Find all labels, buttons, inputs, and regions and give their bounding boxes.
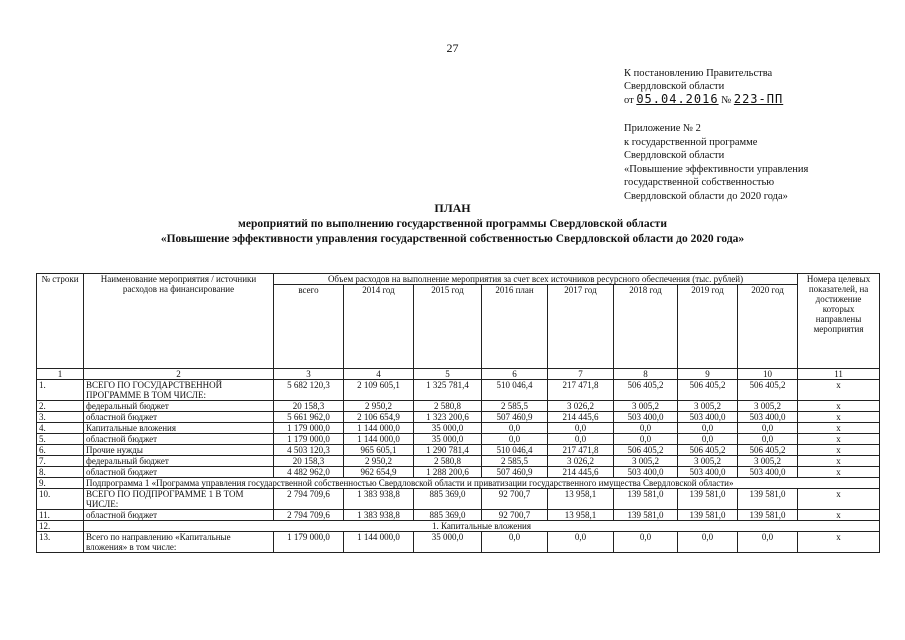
row-number: 11.	[37, 510, 84, 521]
table-row	[37, 401, 880, 412]
appendix-line: Свердловской области до 2020 года»	[624, 190, 788, 202]
row-name: областной бюджет	[84, 467, 274, 478]
row-name: областной бюджет	[84, 510, 274, 521]
row-target: х	[798, 445, 880, 456]
row-name: Всего по направлению «Капитальные вложения» в том числе:	[84, 532, 274, 553]
row-number: 2.	[37, 401, 84, 412]
row-name: областной бюджет	[84, 412, 274, 423]
subprogram-row	[37, 478, 880, 489]
row-name: Прочие нужды	[84, 445, 274, 456]
row-value: 3 005,2	[738, 401, 798, 412]
row-value: 92 700,7	[482, 510, 548, 521]
decree-date: 05.04.2016	[636, 92, 719, 106]
document-title: ПЛАН	[434, 201, 471, 215]
row-value: 2 580,8	[414, 401, 482, 412]
row-value: 2 794 709,6	[274, 510, 344, 521]
row-value: 1 290 781,4	[414, 445, 482, 456]
column-number: 2	[84, 369, 274, 380]
row-value: 503 400,0	[738, 467, 798, 478]
row-target: х	[798, 401, 880, 412]
row-value: 1 383 938,8	[344, 510, 414, 521]
header-year: 2016 план	[482, 285, 548, 369]
row-value: 2 106 654,9	[344, 412, 414, 423]
header-year: 2015 год	[414, 285, 482, 369]
row-number: 3.	[37, 412, 84, 423]
row-section-text: Подпрограмма 1 «Программа управления государственной собственностью Свердловской области и приватизации государственного имущества Свердловской области»	[84, 478, 880, 489]
appendix-line: «Повышение эффективности управления	[624, 163, 809, 175]
row-value: 0,0	[548, 434, 614, 445]
table-row	[37, 467, 880, 478]
decree-date-line	[624, 93, 783, 107]
row-value: 506 405,2	[614, 380, 678, 401]
row-value: 35 000,0	[414, 532, 482, 553]
row-value: 506 405,2	[678, 445, 738, 456]
row-value: 139 581,0	[738, 489, 798, 510]
row-number: 13.	[37, 532, 84, 553]
appendix-line: Приложение № 2	[624, 123, 701, 134]
row-value: 3 026,2	[548, 401, 614, 412]
row-value: 0,0	[548, 532, 614, 553]
table-row	[37, 423, 880, 434]
row-value: 13 958,1	[548, 489, 614, 510]
row-value: 139 581,0	[614, 489, 678, 510]
decree-line-1: К постановлению Правительства	[624, 68, 773, 79]
row-value: 1 323 200,6	[414, 412, 482, 423]
row-value: 4 482 962,0	[274, 467, 344, 478]
header-year: 2017 год	[548, 285, 614, 369]
table-header-row	[37, 274, 880, 285]
row-value: 3 005,2	[614, 456, 678, 467]
row-value: 507 460,9	[482, 467, 548, 478]
row-value: 0,0	[738, 532, 798, 553]
column-number: 1	[37, 369, 84, 380]
row-name: ВСЕГО ПО ГОСУДАРСТВЕННОЙ ПРОГРАММЕ В ТОМ ЧИСЛЕ:	[84, 380, 274, 401]
row-value: 510 046,4	[482, 445, 548, 456]
page-number: 27	[446, 41, 459, 55]
row-value: 503 400,0	[614, 467, 678, 478]
row-number: 4.	[37, 423, 84, 434]
row-number: 1.	[37, 380, 84, 401]
column-number: 10	[738, 369, 798, 380]
column-number-row	[37, 369, 880, 380]
row-value: 0,0	[678, 532, 738, 553]
header-num: № строки	[37, 274, 84, 369]
row-name: Капитальные вложения	[84, 423, 274, 434]
row-target: х	[798, 467, 880, 478]
row-value: 2 109 605,1	[344, 380, 414, 401]
row-target: х	[798, 489, 880, 510]
row-value: 503 400,0	[614, 412, 678, 423]
table-row	[37, 532, 880, 553]
decree-number: 223-ПП	[733, 92, 784, 106]
row-value: 35 000,0	[414, 434, 482, 445]
appendix-line: к государственной программе	[624, 136, 758, 148]
row-value: 0,0	[548, 423, 614, 434]
row-value: 4 503 120,3	[274, 445, 344, 456]
column-number: 7	[548, 369, 614, 380]
row-value: 2 585,5	[482, 456, 548, 467]
row-value: 0,0	[614, 423, 678, 434]
column-number: 9	[678, 369, 738, 380]
row-value: 1 383 938,8	[344, 489, 414, 510]
header-targets: Номера целевых показателей, на достижение которых направлены мероприятия	[798, 274, 880, 369]
row-value: 0,0	[738, 434, 798, 445]
row-value: 3 026,2	[548, 456, 614, 467]
header-year: 2014 год	[344, 285, 414, 369]
row-value: 885 369,0	[414, 510, 482, 521]
table-row	[37, 380, 880, 401]
row-value: 0,0	[482, 423, 548, 434]
row-value: 1 179 000,0	[274, 434, 344, 445]
table-row	[37, 412, 880, 423]
row-target: х	[798, 456, 880, 467]
row-value: 962 654,9	[344, 467, 414, 478]
column-number: 6	[482, 369, 548, 380]
row-value: 139 581,0	[678, 489, 738, 510]
row-value: 2 794 709,6	[274, 489, 344, 510]
column-number: 5	[414, 369, 482, 380]
header-name: Наименование мероприятия / источники расходов на финансирование	[84, 274, 274, 369]
column-number: 11	[798, 369, 880, 380]
appendix-line: государственной собственностью	[624, 177, 775, 188]
row-value: 0,0	[738, 423, 798, 434]
row-target: х	[798, 532, 880, 553]
row-value: 510 046,4	[482, 380, 548, 401]
row-value: 3 005,2	[678, 401, 738, 412]
header-year: 2018 год	[614, 285, 678, 369]
row-value: 1 144 000,0	[344, 434, 414, 445]
row-number: 8.	[37, 467, 84, 478]
row-value: 0,0	[614, 434, 678, 445]
row-value: 1 325 781,4	[414, 380, 482, 401]
row-value: 92 700,7	[482, 489, 548, 510]
row-value: 3 005,2	[614, 401, 678, 412]
document-program-name: «Повышение эффективности управления государственной собственностью Свердловской области до 2020 года»	[160, 233, 745, 245]
row-value: 2 580,8	[414, 456, 482, 467]
row-value: 503 400,0	[678, 412, 738, 423]
row-value: 965 605,1	[344, 445, 414, 456]
row-value: 35 000,0	[414, 423, 482, 434]
row-value: 1 288 200,6	[414, 467, 482, 478]
row-value: 0,0	[678, 423, 738, 434]
decree-from-prefix: от	[624, 95, 634, 106]
row-number: 9.	[37, 478, 84, 489]
row-name: федеральный бюджет	[84, 456, 274, 467]
row-value: 1 179 000,0	[274, 532, 344, 553]
row-value: 20 158,3	[274, 401, 344, 412]
table-row	[37, 510, 880, 521]
header-volume: Объем расходов на выполнение мероприятия за счет всех источников ресурсного обеспечения (тыс. рублей)	[274, 274, 798, 285]
row-value: 885 369,0	[414, 489, 482, 510]
row-target: х	[798, 510, 880, 521]
row-value: 507 460,9	[482, 412, 548, 423]
row-value: 0,0	[614, 532, 678, 553]
table-row	[37, 445, 880, 456]
plan-table	[36, 273, 880, 553]
row-value: 1 144 000,0	[344, 423, 414, 434]
row-value: 214 445,6	[548, 467, 614, 478]
row-value: 1 179 000,0	[274, 423, 344, 434]
header-year: 2019 год	[678, 285, 738, 369]
row-value: 503 400,0	[678, 467, 738, 478]
document-subtitle: мероприятий по выполнению государственной программы Свердловской области	[238, 218, 667, 230]
row-number: 5.	[37, 434, 84, 445]
row-value: 139 581,0	[738, 510, 798, 521]
table-row	[37, 456, 880, 467]
row-value: 0,0	[482, 532, 548, 553]
table-row	[37, 489, 880, 510]
row-value: 3 005,2	[738, 456, 798, 467]
row-target: х	[798, 412, 880, 423]
row-value: 214 445,6	[548, 412, 614, 423]
row-value: 5 661 962,0	[274, 412, 344, 423]
row-target: х	[798, 380, 880, 401]
row-target: х	[798, 434, 880, 445]
row-number: 6.	[37, 445, 84, 456]
row-value: 506 405,2	[614, 445, 678, 456]
decree-reference	[624, 67, 783, 107]
row-value: 20 158,3	[274, 456, 344, 467]
header-year: всего	[274, 285, 344, 369]
row-value: 0,0	[482, 434, 548, 445]
row-value: 2 950,2	[344, 401, 414, 412]
row-target: х	[798, 423, 880, 434]
appendix-line: Свердловской области	[624, 150, 725, 161]
row-number: 7.	[37, 456, 84, 467]
row-value: 506 405,2	[678, 380, 738, 401]
row-number: 12.	[37, 521, 84, 532]
row-value: 2 585,5	[482, 401, 548, 412]
row-value: 13 958,1	[548, 510, 614, 521]
row-value: 503 400,0	[738, 412, 798, 423]
column-number: 8	[614, 369, 678, 380]
row-value: 1 144 000,0	[344, 532, 414, 553]
column-number: 4	[344, 369, 414, 380]
table-row	[37, 434, 880, 445]
row-value: 217 471,8	[548, 445, 614, 456]
row-value: 506 405,2	[738, 380, 798, 401]
section-row	[37, 521, 880, 532]
row-name: федеральный бюджет	[84, 401, 274, 412]
header-year: 2020 год	[738, 285, 798, 369]
row-value: 5 682 120,3	[274, 380, 344, 401]
row-value: 139 581,0	[678, 510, 738, 521]
decree-number-prefix: №	[721, 95, 732, 106]
row-number: 10.	[37, 489, 84, 510]
row-section-text: 1. Капитальные вложения	[84, 521, 880, 532]
row-value: 3 005,2	[678, 456, 738, 467]
row-value: 217 471,8	[548, 380, 614, 401]
row-name: областной бюджет	[84, 434, 274, 445]
row-value: 0,0	[678, 434, 738, 445]
decree-line-2: Свердловской области	[624, 81, 725, 92]
row-name: ВСЕГО ПО ПОДПРОГРАММЕ 1 В ТОМ ЧИСЛЕ:	[84, 489, 274, 510]
column-number: 3	[274, 369, 344, 380]
row-value: 2 950,2	[344, 456, 414, 467]
appendix-block	[624, 122, 808, 203]
row-value: 139 581,0	[614, 510, 678, 521]
row-value: 506 405,2	[738, 445, 798, 456]
